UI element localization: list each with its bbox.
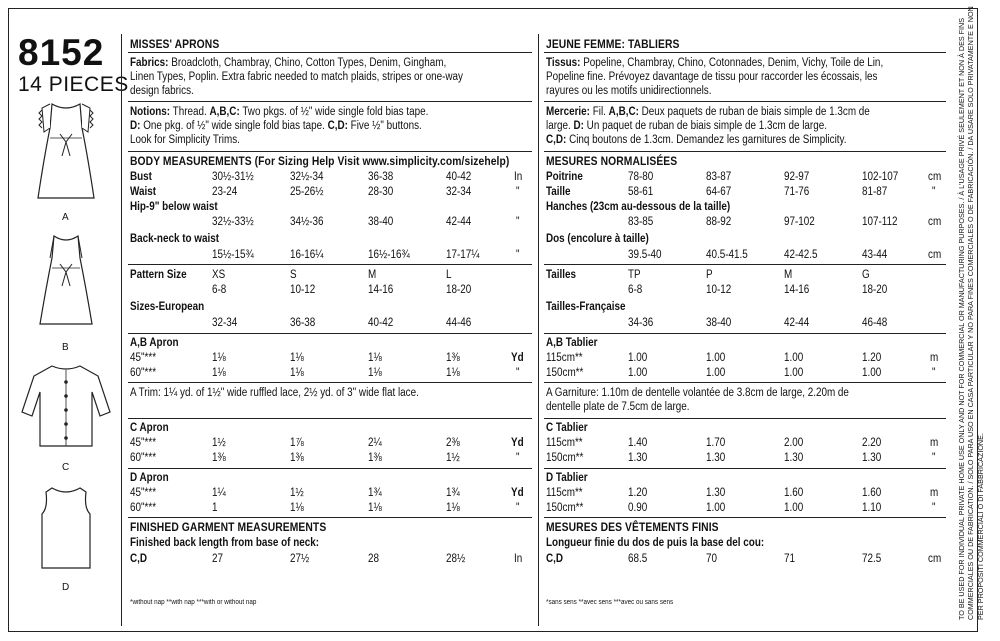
yardage: 1⅛ xyxy=(290,352,304,364)
unit: " xyxy=(932,452,936,464)
width-label: 45"*** xyxy=(130,437,157,449)
yardage: 2¼ xyxy=(368,437,382,449)
width-label: 150cm** xyxy=(546,367,584,379)
view-a-illustration xyxy=(30,98,102,208)
meterage: 1.00 xyxy=(784,367,804,379)
dos-value: 39.5-40 xyxy=(628,249,662,261)
hanches-value: 97-102 xyxy=(784,216,815,228)
meterage: 1.40 xyxy=(628,437,648,449)
rule xyxy=(544,468,946,469)
waist-value: 25-26½ xyxy=(290,186,324,198)
tailles-label: Tailles xyxy=(546,269,577,281)
meterage: 1.00 xyxy=(628,367,648,379)
unit: " xyxy=(932,186,936,198)
waist-value: 28-30 xyxy=(368,186,394,198)
finis-title: MESURES DES VÊTEMENTS FINIS xyxy=(546,520,719,534)
unit: " xyxy=(516,186,520,198)
size-number: 6-8 xyxy=(628,284,643,296)
dos-value: 42-42.5 xyxy=(784,249,818,261)
misses-aprons-title: MISSES' APRONS xyxy=(130,37,220,51)
notions-line: Look for Simplicity Trims. xyxy=(130,134,240,146)
bust-label: Bust xyxy=(130,171,152,183)
rule xyxy=(128,517,532,518)
unit: " xyxy=(516,216,520,228)
size-eu: 44-46 xyxy=(446,317,472,329)
tissus-line: Tissus: Popeline, Chambray, Chino, Cotonnades, Denim, Vichy, Toile de Lin, xyxy=(546,57,884,69)
size-number: 10-12 xyxy=(706,284,732,296)
taille-value: 71-76 xyxy=(784,186,810,198)
finished-length: 70 xyxy=(706,553,718,565)
finished-garment-title: FINISHED GARMENT MEASUREMENTS xyxy=(130,520,327,534)
back-value: 17-17¼ xyxy=(446,249,480,261)
d-tablier-label: D Tablier xyxy=(546,472,588,484)
rule xyxy=(128,52,532,53)
yardage: 1⅛ xyxy=(446,367,460,379)
rule xyxy=(128,101,532,102)
c-apron-label: C Apron xyxy=(130,422,169,434)
rule xyxy=(544,418,946,419)
taille-value: 81-87 xyxy=(862,186,888,198)
meterage: 1.00 xyxy=(862,367,882,379)
yardage: 1 xyxy=(212,502,218,514)
hip-label: Hip-9" below waist xyxy=(130,201,218,213)
waist-value: 23-24 xyxy=(212,186,238,198)
yardage: 1⅛ xyxy=(212,352,226,364)
yardage: 1⅜ xyxy=(212,452,226,464)
unit: m xyxy=(930,487,939,499)
waist-value: 32-34 xyxy=(446,186,472,198)
yardage: 1⅜ xyxy=(446,352,460,364)
tissus-line: Popeline fine. Prévoyez davantage de tissu pour raccorder les écossais, les xyxy=(546,71,878,83)
view-d-label: D xyxy=(62,582,70,593)
yardage: 1⅜ xyxy=(368,452,382,464)
bust-value: 36-38 xyxy=(368,171,394,183)
fabrics-line: design fabrics. xyxy=(130,85,194,97)
finished-length: 27 xyxy=(212,553,224,565)
tabliers-title: JEUNE FEMME: TABLIERS xyxy=(546,37,680,51)
unit: m xyxy=(930,437,939,449)
view-c-label: C xyxy=(62,462,70,473)
yardage: 1⅛ xyxy=(368,502,382,514)
rule xyxy=(128,151,532,152)
unit: cm xyxy=(928,216,942,228)
meterage: 1.30 xyxy=(784,452,804,464)
unit: m xyxy=(930,352,939,364)
dos-value: 40.5-41.5 xyxy=(706,249,748,261)
ab-tablier-label: A,B Tablier xyxy=(546,337,598,349)
bust-value: 30½-31½ xyxy=(212,171,254,183)
fabrics-line: Linen Types, Poplin. Extra fabric needed to match plaids, stripes or one-way xyxy=(130,71,463,83)
meterage: 1.00 xyxy=(706,352,726,364)
rule xyxy=(128,418,532,419)
yardage: 1⅛ xyxy=(212,367,226,379)
yardage: 1¾ xyxy=(368,487,382,499)
cd-label: C,D xyxy=(546,553,564,565)
size-letter: M xyxy=(784,269,793,281)
back-value: 16-16¼ xyxy=(290,249,324,261)
meterage: 1.20 xyxy=(862,352,882,364)
bust-value: 32½-34 xyxy=(290,171,324,183)
cd-label: C,D xyxy=(130,553,148,565)
rule xyxy=(128,333,532,334)
rule xyxy=(544,264,946,265)
meterage: 1.70 xyxy=(706,437,726,449)
rule xyxy=(544,333,946,334)
size-letter: P xyxy=(706,269,713,281)
hip-value: 38-40 xyxy=(368,216,394,228)
pattern-size-label: Pattern Size xyxy=(130,269,187,281)
tailles-fr-label: Tailles-Française xyxy=(546,301,626,313)
unit: In xyxy=(514,171,523,183)
unit: cm xyxy=(928,553,942,565)
size-number: 14-16 xyxy=(784,284,810,296)
hanches-value: 107-112 xyxy=(862,216,898,228)
mesures-title: MESURES NORMALISÉES xyxy=(546,154,678,168)
rule xyxy=(544,517,946,518)
meterage: 1.30 xyxy=(706,452,726,464)
view-b-illustration xyxy=(30,232,102,332)
finished-length: 72.5 xyxy=(862,553,882,565)
meterage: 2.20 xyxy=(862,437,882,449)
width-label: 115cm** xyxy=(546,437,583,449)
finished-length: 27½ xyxy=(290,553,310,565)
meterage: 1.10 xyxy=(862,502,882,514)
size-letter: S xyxy=(290,269,297,281)
rule xyxy=(128,264,532,265)
view-c-illustration xyxy=(18,362,114,452)
rule xyxy=(544,52,946,53)
poitrine-value: 78-80 xyxy=(628,171,654,183)
hip-value: 34½-36 xyxy=(290,216,324,228)
meterage: 1.60 xyxy=(784,487,804,499)
unit: " xyxy=(516,502,520,514)
garniture-line: A Garniture: 1.10m de dentelle volantée de 3.8cm de large, 2.20m de xyxy=(546,387,849,399)
mercerie-line: C,D: Cinq boutons de 1.3cm. Demandez les garnitures de Simplicity. xyxy=(546,134,847,146)
yardage: 1½ xyxy=(446,452,460,464)
unit: " xyxy=(932,502,936,514)
size-letter: XS xyxy=(212,269,226,281)
unit: " xyxy=(932,367,936,379)
size-letter: G xyxy=(862,269,870,281)
width-label: 60"*** xyxy=(130,452,157,464)
fabrics-line: Fabrics: Broadcloth, Chambray, Chino, Cotton Types, Denim, Gingham, xyxy=(130,57,447,69)
size-letter: L xyxy=(446,269,452,281)
width-label: 115cm** xyxy=(546,352,583,364)
pattern-number: 8152 xyxy=(18,32,105,73)
poitrine-label: Poitrine xyxy=(546,171,583,183)
size-eu: 32-34 xyxy=(212,317,238,329)
yardage: 1⅜ xyxy=(290,452,304,464)
unit: " xyxy=(516,452,520,464)
meterage: 1.00 xyxy=(706,367,726,379)
hanches-value: 88-92 xyxy=(706,216,732,228)
rule xyxy=(128,468,532,469)
width-label: 150cm** xyxy=(546,452,584,464)
unit: cm xyxy=(928,171,942,183)
unit: Yd xyxy=(511,487,524,499)
c-tablier-label: C Tablier xyxy=(546,422,588,434)
yardage: 1⅛ xyxy=(368,352,382,364)
hanches-value: 83-85 xyxy=(628,216,654,228)
hip-value: 32½-33½ xyxy=(212,216,254,228)
left-column-divider xyxy=(121,34,122,626)
pieces-count: 14 PIECES xyxy=(18,73,129,96)
d-apron-label: D Apron xyxy=(130,472,169,484)
meterage: 1.00 xyxy=(706,502,726,514)
mercerie-line: large. D: Un paquet de ruban de biais simple de 1.3cm de large. xyxy=(546,120,827,132)
meterage: 1.30 xyxy=(862,452,882,464)
taille-label: Taille xyxy=(546,186,571,198)
size-fr: 46-48 xyxy=(862,317,888,329)
usage-side-note: TO BE USED FOR INDIVIDUAL PRIVATE HOME USE ONLY AND NOT FOR COMMERCIAL OR MANUFACTURING PURPOSES. / À L'USAGE PRIVÉ SEULEMENT ET NON À DES FINS COMMERCIALES OU DE FABRICATION. / SOLO PARA USO EN CASA PARTICULAR Y NO PARA FINES COMERCIALES O DE FABRICACIÓN. / DA USARE SOLO PRIVATAMENTE E NON PER PROPOSITI COMMERCIALI O DI FABBRICAZIONE. xyxy=(957,6,985,620)
hanches-label: Hanches (23cm au-dessous de la taille) xyxy=(546,201,731,213)
yardage: 1¾ xyxy=(446,487,460,499)
size-letter: TP xyxy=(628,269,641,281)
width-label: 60"*** xyxy=(130,502,157,514)
bust-value: 40-42 xyxy=(446,171,472,183)
width-label: 45"*** xyxy=(130,352,157,364)
poitrine-value: 92-97 xyxy=(784,171,810,183)
body-measurements-title: BODY MEASUREMENTS (For Sizing Help Visit www.simplicity.com/sizehelp) xyxy=(130,154,510,168)
notions-line: D: One pkg. of ½" wide single fold bias tape. C,D: Five ½" buttons. xyxy=(130,120,422,132)
size-letter: M xyxy=(368,269,377,281)
yardage: 1⅞ xyxy=(290,437,304,449)
mercerie-line: Mercerie: Fil. A,B,C: Deux paquets de ruban de biais simple de 1.3cm de xyxy=(546,106,870,118)
size-eu: 36-38 xyxy=(290,317,316,329)
yardage: 1⅛ xyxy=(368,367,382,379)
hip-value: 42-44 xyxy=(446,216,472,228)
poitrine-value: 102-107 xyxy=(862,171,899,183)
taille-value: 64-67 xyxy=(706,186,732,198)
finished-length: 28½ xyxy=(446,553,466,565)
meterage: 1.30 xyxy=(628,452,648,464)
dos-value: 43-44 xyxy=(862,249,888,261)
meterage: 0.90 xyxy=(628,502,648,514)
meterage: 1.20 xyxy=(628,487,648,499)
yardage: 1½ xyxy=(290,487,304,499)
unit: cm xyxy=(928,249,942,261)
width-label: 150cm** xyxy=(546,502,584,514)
back-value: 16½-16¾ xyxy=(368,249,410,261)
size-number: 10-12 xyxy=(290,284,316,296)
finished-length: 28 xyxy=(368,553,380,565)
width-label: 45"*** xyxy=(130,487,157,499)
a-trim-text: A Trim: 1¼ yd. of 1½" wide ruffled lace, 2½ yd. of 3" wide flat lace. xyxy=(130,387,419,399)
sizes-european-label: Sizes-European xyxy=(130,301,205,313)
yardage: 1⅛ xyxy=(290,367,304,379)
footnote: *without nap **with nap ***with or without nap xyxy=(130,599,257,606)
meterage: 1.60 xyxy=(862,487,882,499)
footnote: *sans sens **avec sens ***avec ou sans sens xyxy=(546,599,674,606)
size-fr: 34-36 xyxy=(628,317,654,329)
rule xyxy=(544,101,946,102)
ab-apron-label: A,B Apron xyxy=(130,337,179,349)
size-number: 14-16 xyxy=(368,284,394,296)
width-label: 115cm** xyxy=(546,487,583,499)
size-number: 6-8 xyxy=(212,284,227,296)
dos-label: Dos (encolure à taille) xyxy=(546,233,649,245)
rule xyxy=(544,151,946,152)
finished-length: 68.5 xyxy=(628,553,648,565)
finis-sub: Longueur finie du dos de puis la base del cou: xyxy=(546,537,765,549)
taille-value: 58-61 xyxy=(628,186,654,198)
notions-line: Notions: Thread. A,B,C: Two pkgs. of ½" wide single fold bias tape. xyxy=(130,106,429,118)
yardage: 1⅛ xyxy=(290,502,304,514)
size-eu: 40-42 xyxy=(368,317,394,329)
meterage: 1.30 xyxy=(706,487,726,499)
size-number: 18-20 xyxy=(446,284,472,296)
rule xyxy=(544,382,946,383)
yardage: 2⅜ xyxy=(446,437,460,449)
width-label: 60"*** xyxy=(130,367,157,379)
unit: Yd xyxy=(511,352,524,364)
view-a-label: A xyxy=(62,212,69,223)
size-number: 18-20 xyxy=(862,284,888,296)
size-fr: 38-40 xyxy=(706,317,732,329)
rule xyxy=(128,382,532,383)
meterage: 1.00 xyxy=(628,352,648,364)
garniture-line: dentelle plate de 7.5cm de large. xyxy=(546,401,690,413)
unit: In xyxy=(514,553,523,565)
back-label: Back-neck to waist xyxy=(130,233,220,245)
meterage: 1.00 xyxy=(784,502,804,514)
yardage: 1⅛ xyxy=(446,502,460,514)
yardage: 1½ xyxy=(212,437,226,449)
size-fr: 42-44 xyxy=(784,317,810,329)
center-column-divider xyxy=(538,34,539,626)
back-value: 15½-15¾ xyxy=(212,249,254,261)
meterage: 1.00 xyxy=(784,352,804,364)
tissus-line: rayures ou les motifs unidirectionnels. xyxy=(546,85,712,97)
view-b-label: B xyxy=(62,342,69,353)
finished-length: 71 xyxy=(784,553,796,565)
finished-sub: Finished back length from base of neck: xyxy=(130,537,320,549)
unit: " xyxy=(516,367,520,379)
view-d-illustration xyxy=(34,484,98,574)
poitrine-value: 83-87 xyxy=(706,171,732,183)
waist-label: Waist xyxy=(130,186,157,198)
unit: " xyxy=(516,249,520,261)
meterage: 2.00 xyxy=(784,437,804,449)
yardage: 1¼ xyxy=(212,487,226,499)
unit: Yd xyxy=(511,437,524,449)
